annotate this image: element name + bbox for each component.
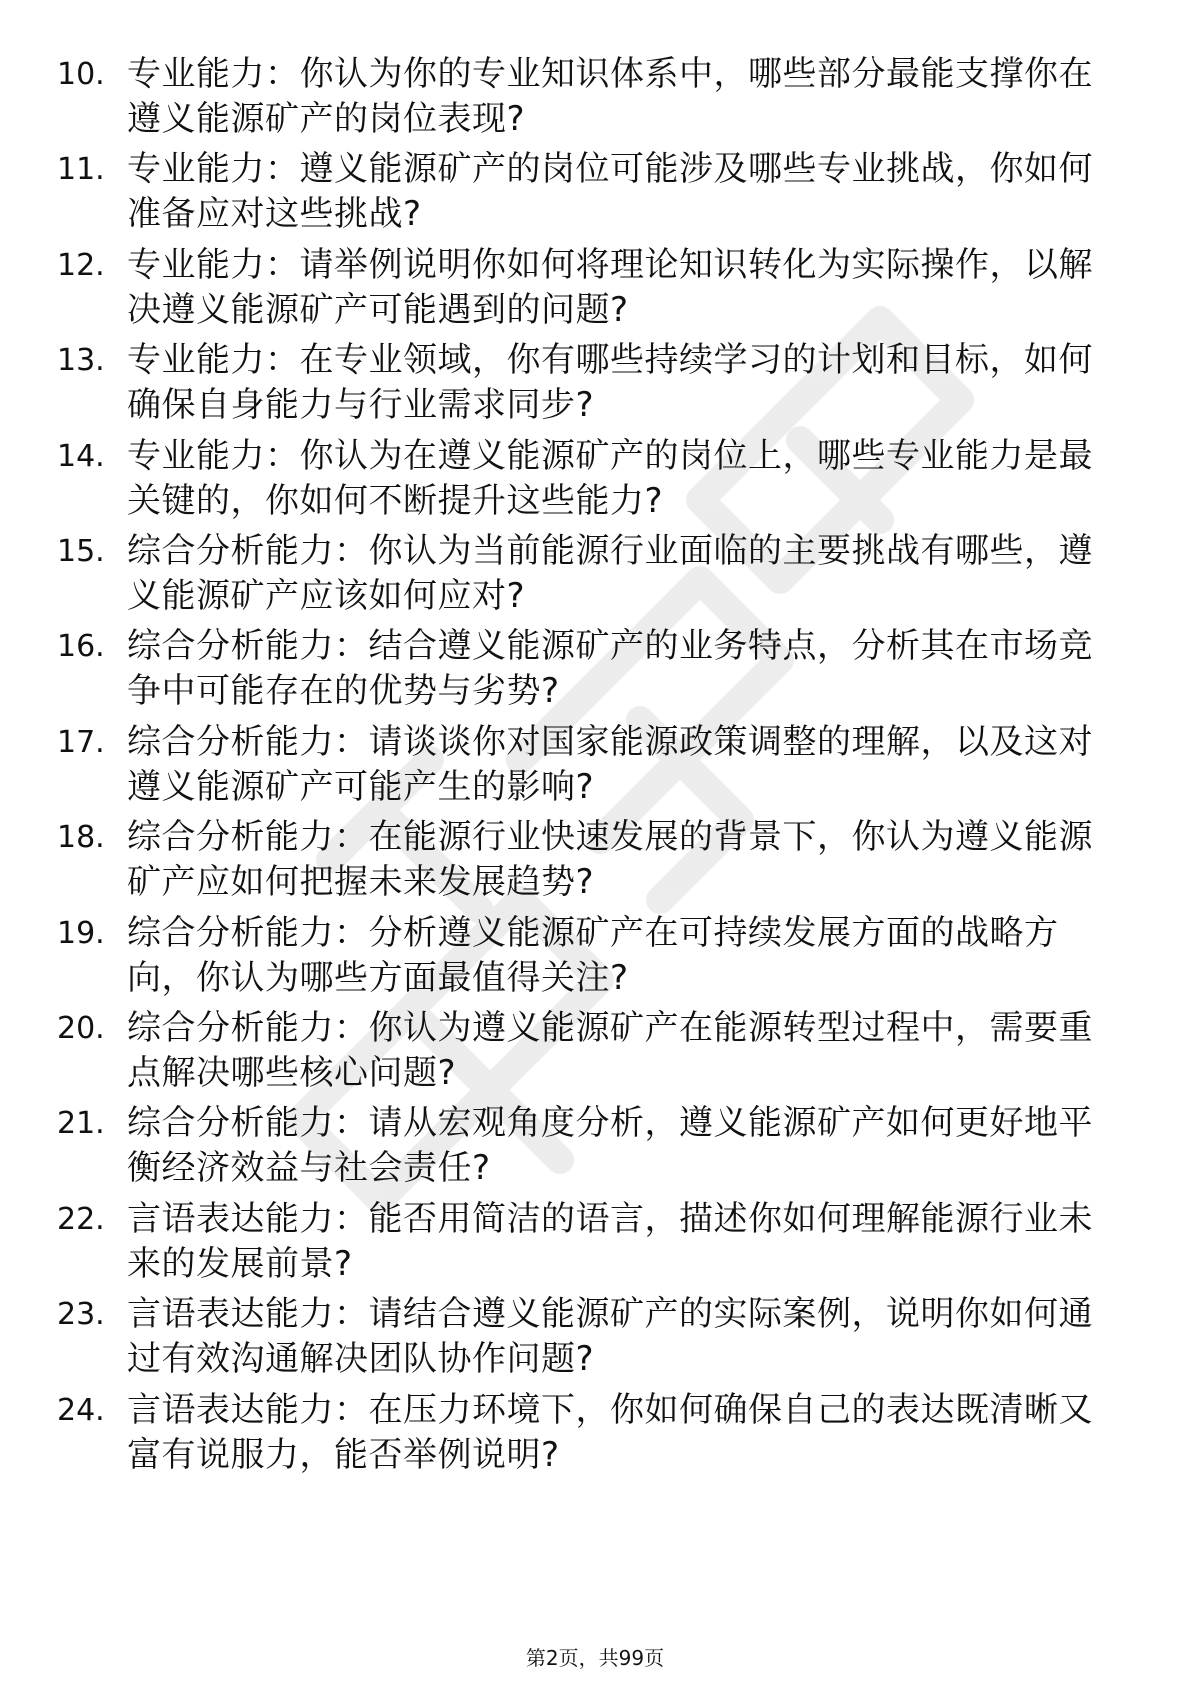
- question-text-line: 矿产应如何把握未来发展趋势?: [127, 862, 595, 903]
- question-text: [127, 624, 1117, 714]
- question-number: 13.: [57, 343, 105, 379]
- question-text-line: 综合分析能力：在能源行业快速发展的背景下，你认为遵义能源: [127, 817, 1093, 858]
- question-text-line: 专业能力：你认为在遵义能源矿产的岗位上，哪些专业能力是最: [127, 435, 1093, 476]
- question-number: 17.: [57, 724, 105, 760]
- question-number: 19.: [57, 915, 105, 951]
- question-text-line: 向，你认为哪些方面最值得关注?: [127, 957, 629, 998]
- question-text: [127, 434, 1117, 524]
- question-text-line: 争中可能存在的优势与劣势?: [127, 671, 560, 712]
- question-text-line: 专业能力：你认为你的专业知识体系中，哪些部分最能支撑你在: [127, 54, 1093, 94]
- question-text-line: 点解决哪些核心问题?: [127, 1053, 457, 1093]
- question-text: [127, 529, 1117, 619]
- question-number: 23.: [57, 1297, 105, 1333]
- question-number: 16.: [57, 629, 105, 665]
- question-number: 12.: [57, 247, 105, 283]
- question-text: [127, 1197, 1117, 1287]
- question-number: 24.: [57, 1392, 105, 1428]
- question-text-line: 综合分析能力：结合遵义能源矿产的业务特点，分析其在市场竞: [127, 626, 1093, 667]
- question-item: [0, 147, 1190, 237]
- question-text-line: 过有效沟通解决团队协作问题?: [127, 1339, 595, 1380]
- question-text-line: 综合分析能力：你认为当前能源行业面临的主要挑战有哪些，遵: [127, 531, 1093, 571]
- question-text-line: 言语表达能力：在压力环境下，你如何确保自己的表达既清晰又: [127, 1389, 1093, 1430]
- question-text: [127, 243, 1117, 333]
- question-number: 20.: [57, 1011, 105, 1046]
- question-text-line: 决遵义能源矿产可能遇到的问题?: [127, 289, 629, 330]
- question-text-line: 衡经济效益与社会责任?: [127, 1148, 491, 1189]
- question-item: [0, 720, 1190, 810]
- question-text-line: 专业能力：在专业领域，你有哪些持续学习的计划和目标，如何: [127, 340, 1093, 381]
- question-text: [127, 147, 1117, 237]
- question-item: [0, 243, 1190, 333]
- question-item: [0, 624, 1190, 714]
- question-text: [127, 1292, 1117, 1382]
- question-text-line: 义能源矿产应该如何应对?: [127, 576, 526, 616]
- question-item: [0, 1006, 1190, 1096]
- question-number: 14.: [57, 438, 105, 474]
- question-text-line: 确保自身能力与行业需求同步?: [127, 385, 595, 426]
- question-number: 10.: [57, 57, 105, 92]
- question-text-line: 专业能力：遵义能源矿产的岗位可能涉及哪些专业挑战，你如何: [127, 149, 1093, 190]
- question-text: [127, 1388, 1117, 1478]
- question-text-line: 综合分析能力：请谈谈你对国家能源政策调整的理解，以及这对: [127, 721, 1093, 762]
- question-text-line: 关键的，你如何不断提升这些能力?: [127, 480, 664, 521]
- question-text-line: 准备应对这些挑战?: [127, 194, 422, 235]
- question-item: [0, 1388, 1190, 1478]
- question-text: [127, 1101, 1117, 1191]
- question-text-line: 综合分析能力：分析遵义能源矿产在可持续发展方面的战略方: [127, 912, 1059, 953]
- question-text: [127, 911, 1117, 1001]
- question-text-line: 专业能力：请举例说明你如何将理论知识转化为实际操作，以解: [127, 244, 1093, 285]
- question-text: [127, 815, 1117, 905]
- question-item: [0, 338, 1190, 428]
- question-text: [127, 720, 1117, 810]
- question-text-line: 综合分析能力：你认为遵义能源矿产在能源转型过程中，需要重: [127, 1008, 1093, 1048]
- question-number: 21.: [57, 1106, 105, 1142]
- question-number: 11.: [57, 152, 105, 188]
- question-number: 18.: [57, 820, 105, 856]
- question-text-line: 言语表达能力：请结合遵义能源矿产的实际案例，说明你如何通: [127, 1294, 1093, 1335]
- question-text-line: 遵义能源矿产可能产生的影响?: [127, 766, 595, 807]
- question-text: [127, 338, 1117, 428]
- question-text: [127, 1006, 1117, 1096]
- question-text: [127, 52, 1117, 142]
- question-item: [0, 529, 1190, 619]
- question-text-line: 综合分析能力：请从宏观角度分析，遵义能源矿产如何更好地平: [127, 1103, 1093, 1144]
- question-number: 22.: [57, 1201, 105, 1237]
- question-text-line: 言语表达能力：能否用简洁的语言，描述你如何理解能源行业未: [127, 1198, 1093, 1239]
- question-item: [0, 815, 1190, 905]
- question-item: [0, 1197, 1190, 1287]
- question-item: [0, 434, 1190, 524]
- page-indicator: 第2页，共99页: [525, 1646, 665, 1670]
- question-text-line: 来的发展前景?: [127, 1243, 353, 1284]
- question-number: 15.: [57, 534, 105, 569]
- question-item: [0, 911, 1190, 1001]
- question-item: [0, 52, 1190, 142]
- question-item: [0, 1292, 1190, 1382]
- question-text-line: 富有说服力，能否举例说明?: [127, 1434, 560, 1475]
- question-item: [0, 1101, 1190, 1191]
- question-text-line: 遵义能源矿产的岗位表现?: [127, 99, 526, 139]
